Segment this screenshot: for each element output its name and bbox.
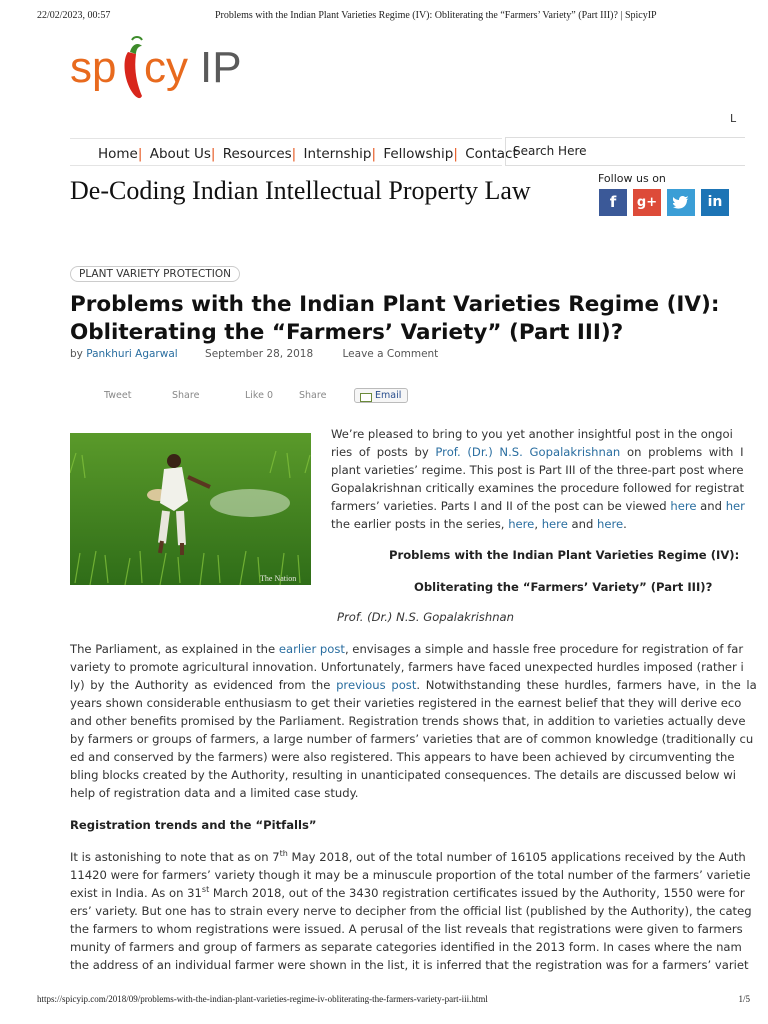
- intro-line: Gopalakrishnan critically examines the procedure followed for registrat: [331, 481, 745, 495]
- author-profile-link[interactable]: Prof. (Dr.) N.S. Gopalakrishnan: [435, 445, 621, 459]
- like-button[interactable]: Like 0: [245, 390, 274, 401]
- nav-resources[interactable]: Resources: [222, 146, 292, 162]
- body-line: It is astonishing to note that as on 7th May 2018, out of the total number of 16105 applications received by the Auth: [70, 849, 746, 864]
- intro-line: We’re pleased to bring to you yet another insightful post in the ongoi: [331, 427, 733, 441]
- linkedin-icon[interactable]: in: [701, 189, 729, 216]
- main-nav: Home| About Us| Resources| Internship| Fellowship| Contact: [98, 146, 518, 162]
- body-line: the address of an individual farmer were shown in the list, it is inferred that the registration was for a farmers’ variet: [70, 958, 749, 972]
- leave-comment-link[interactable]: Leave a Comment: [342, 348, 439, 360]
- print-page-title: Problems with the Indian Plant Varieties Regime (IV): Obliterating the “Farmers’ Variety” (Part III)? | SpicyIP: [215, 10, 657, 21]
- nav-divider-bottom: [70, 165, 502, 166]
- share-button-2[interactable]: Share: [299, 390, 327, 401]
- nav-about-us[interactable]: About Us: [149, 146, 211, 162]
- body-line: ed and conserved by the farmers) were also registered. This appears to have been achieved by circumventing the: [70, 750, 735, 764]
- nav-fellowship[interactable]: Fellowship: [383, 146, 454, 162]
- body-line: the farmers to whom registrations were issued. A perusal of the list reveals that registrations were given to farmers: [70, 922, 743, 936]
- nav-home[interactable]: Home: [98, 146, 138, 162]
- body-line: and other benefits promised by the Parliament. Registration trends shows that, in addition to varieties actually deve: [70, 714, 746, 728]
- intro-line: plant varieties’ regime. This post is Part III of the three-part post where: [331, 463, 744, 477]
- byline: Prof. (Dr.) N.S. Gopalakrishnan: [337, 610, 514, 624]
- share-button-1[interactable]: Share: [172, 390, 200, 401]
- post-date: September 28, 2018: [205, 348, 314, 360]
- article-meta: [70, 348, 438, 360]
- tweet-button[interactable]: Tweet: [104, 390, 132, 401]
- intro-line: the earlier posts in the series, here, here and here.: [331, 517, 627, 531]
- site-logo[interactable]: [70, 30, 245, 110]
- body-line: by farmers or groups of farmers, a large number of farmers’ varieties that are of common knowledge (traditionally cu: [70, 732, 754, 746]
- email-icon: [360, 393, 372, 402]
- site-tagline: De-Coding Indian Intellectual Property Law: [70, 176, 531, 205]
- print-datetime: 22/02/2023, 00:57: [37, 10, 111, 21]
- logo-text-mid: cy: [144, 43, 188, 92]
- earlier-post-link-2[interactable]: here: [541, 517, 568, 531]
- section-heading: Registration trends and the “Pitfalls”: [70, 818, 317, 832]
- google-plus-icon[interactable]: g+: [633, 189, 661, 216]
- body-line: munity of farmers and group of farmers as separate categories identified in the 2013 form. In cases where the nam: [70, 940, 742, 954]
- nav-contact[interactable]: Contact: [465, 146, 518, 162]
- meta-by: by: [70, 348, 83, 360]
- body-line: exist in India. As on 31st March 2018, out of the 3430 registration certificates issued by the Authority, 1550 were for: [70, 885, 745, 900]
- author-link[interactable]: Pankhuri Agarwal: [86, 348, 178, 360]
- print-url: https://spicyip.com/2018/09/problems-with-the-indian-plant-varieties-regime-iv-obliterating-the-farmers-variety-part-iii.html: [37, 994, 488, 1004]
- print-page-number: 1/5: [738, 994, 750, 1004]
- body-line: bling blocks created by the Authority, resulting in unanticipated consequences. The details are discussed below wi: [70, 768, 736, 782]
- article-photo: [70, 433, 311, 585]
- body-line: years shown considerable enthusiasm to get their varieties registered in the earnest belief that they will derive eco: [70, 696, 742, 710]
- nav-internship[interactable]: Internship: [303, 146, 372, 162]
- nav-divider-top: [70, 138, 502, 139]
- part2-link[interactable]: her: [725, 499, 745, 513]
- title-line-1: Problems with the Indian Plant Varieties Regime (IV):: [70, 292, 720, 317]
- body-line: ly) by the Authority as evidenced from the previous post. Notwithstanding these hurdles, farmers have, in the la: [70, 678, 757, 692]
- earlier-post-link-3[interactable]: here: [597, 517, 624, 531]
- part1-link[interactable]: here: [670, 499, 697, 513]
- intro-line: ries of posts by Prof. (Dr.) N.S. Gopalakrishnan on problems with I: [331, 445, 744, 459]
- edge-text: L: [730, 112, 737, 125]
- logo-text-right: IP: [200, 43, 242, 92]
- chili-pepper-icon: [70, 30, 245, 110]
- print-footer: [37, 994, 750, 1004]
- twitter-icon[interactable]: [667, 189, 695, 216]
- body-line: variety to promote agricultural innovation. Unfortunately, farmers have faced unexpected hurdles imposed (rather i: [70, 660, 744, 674]
- follow-label: Follow us on: [598, 172, 666, 185]
- inner-title-2: Obliterating the “Farmers’ Variety” (Part III)?: [414, 580, 713, 594]
- logo-text-left: sp: [70, 43, 117, 92]
- inner-title-1: Problems with the Indian Plant Varieties Regime (IV):: [389, 548, 740, 562]
- earlier-post-link[interactable]: earlier post: [278, 642, 345, 656]
- title-line-2: Obliterating the “Farmers’ Variety” (Part III)?: [70, 320, 624, 345]
- article-title: [70, 291, 760, 347]
- earlier-post-link-1[interactable]: here: [508, 517, 535, 531]
- email-button[interactable]: Email: [354, 388, 408, 403]
- intro-line: farmers’ varieties. Parts I and II of the post can be viewed here and her: [331, 499, 745, 513]
- body-line: The Parliament, as explained in the earlier post, envisages a simple and hassle free procedure for registration of far: [70, 642, 744, 656]
- facebook-icon[interactable]: f: [599, 189, 627, 216]
- body-line: ers’ variety. But one has to strain every nerve to decipher from the official list (published by the Authority), the categ: [70, 904, 752, 918]
- search-input[interactable]: Search Here: [505, 137, 745, 166]
- body-line: help of registration data and a limited case study.: [70, 786, 359, 800]
- image-credit: The Nation: [260, 574, 297, 583]
- print-header: [37, 10, 758, 21]
- body-line: 11420 were for farmers’ variety though it may be a minuscule proportion of the total number of the farmers’ varietie: [70, 868, 751, 882]
- category-badge[interactable]: PLANT VARIETY PROTECTION: [70, 266, 240, 282]
- previous-post-link[interactable]: previous post: [336, 678, 417, 692]
